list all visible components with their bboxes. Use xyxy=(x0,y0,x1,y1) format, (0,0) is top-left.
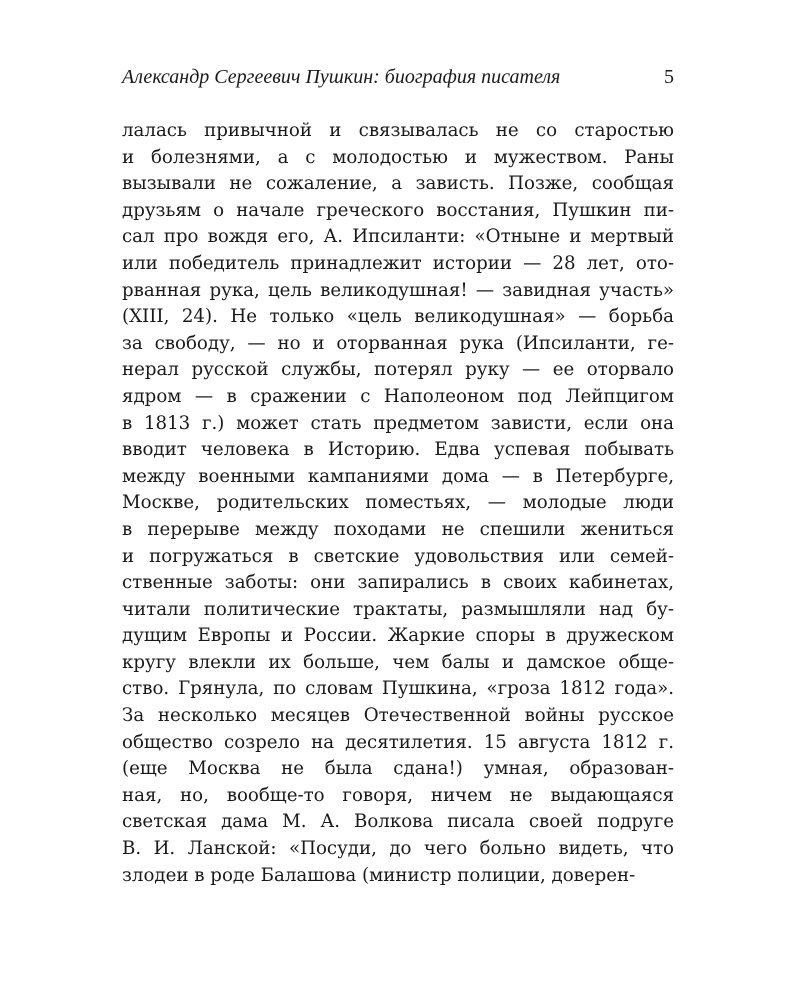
text-line: и болезнями, а с молодостью и мужеством. Раны xyxy=(122,146,674,168)
text-line: ядром — в сражении с Наполеоном под Лейпцигом xyxy=(122,385,674,407)
text-line: лалась привычной и связывалась не со старостью xyxy=(122,120,674,141)
text-line: друзьям о начале греческого восстания, Пушкин пи- xyxy=(122,199,674,221)
text-line: злодеи в роде Балашова (министр полиции, доверен- xyxy=(122,864,636,886)
text-line: ная, но, вообще-то говоря, ничем не выдающаяся xyxy=(122,784,674,806)
text-line: Москве, родительских поместьях, — молодые люди xyxy=(122,492,674,514)
text-line: За несколько месяцев Отечественной войны русское xyxy=(122,705,674,727)
text-line: читали политические трактаты, размышляли над бу- xyxy=(122,598,674,620)
running-header xyxy=(122,66,678,96)
text-line: или победитель принадлежит истории — 28 лет, ото- xyxy=(122,252,674,274)
text-line: дущим Европы и России. Жаркие споры в дружеском xyxy=(122,625,674,647)
text-line: (еще Москва не была сдана!) умная, образован- xyxy=(122,758,674,780)
text-line: ство. Грянула, по словам Пушкина, «гроза 1812 года». xyxy=(122,678,674,700)
text-line: в 1813 г.) может стать предметом зависти, если она xyxy=(122,412,674,434)
text-line: вызывали не сожаление, а зависть. Позже, сообщая xyxy=(122,173,674,195)
text-line: нерал русской службы, потерял руку — ее оторвало xyxy=(122,359,674,381)
text-line: и погружаться в светские удовольствия или семей- xyxy=(122,545,674,567)
body-text xyxy=(122,118,674,889)
text-line: В. И. Ланской: «Посуди, до чего больно видеть, что xyxy=(122,838,674,860)
text-line: кругу влекли их больше, чем балы и дамское обще- xyxy=(122,651,674,673)
text-line: между военными кампаниями дома — в Петербурге, xyxy=(122,465,674,487)
text-line: вводит человека в Историю. Едва успевая побывать xyxy=(122,439,674,461)
page-number: 5 xyxy=(664,66,674,88)
text-line: ственные заботы: они запирались в своих кабинетах, xyxy=(122,572,674,594)
text-line: рванная рука, цель великодушная! — завидная участь» xyxy=(122,279,674,301)
text-line: светская дама М. А. Волкова писала своей подруге xyxy=(122,811,674,833)
text-line: общество созрело на десятилетия. 15 августа 1812 г. xyxy=(122,731,674,753)
text-line: (XIII, 24). Не только «цель великодушная» — борьба xyxy=(122,306,674,328)
text-line: за свободу, — но и оторванная рука (Ипсиланти, ге- xyxy=(122,332,674,354)
text-line: в перерыве между походами не спешили жениться xyxy=(122,518,674,540)
running-header-title: Александр Сергеевич Пушкин: биография писателя xyxy=(122,66,561,88)
text-line: сал про вождя его, А. Ипсиланти: «Отныне и мертвый xyxy=(122,226,674,248)
